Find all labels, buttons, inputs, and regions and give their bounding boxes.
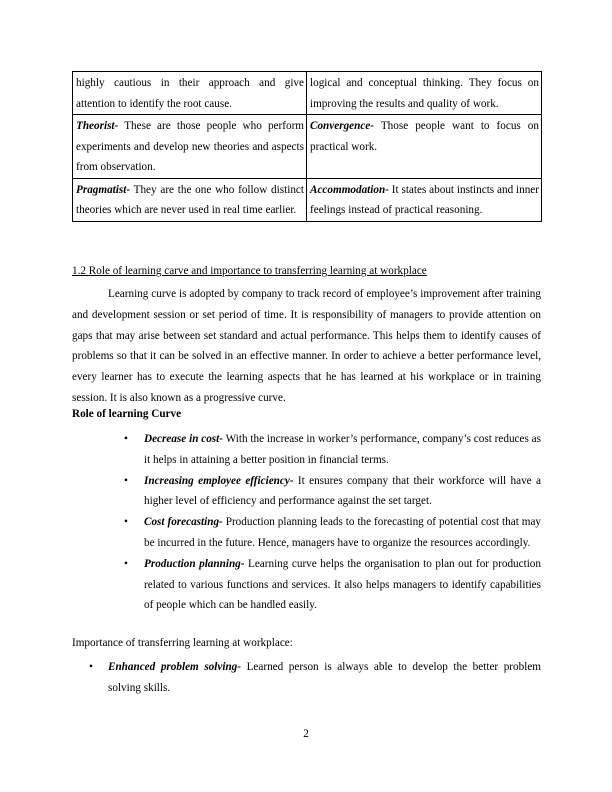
table-cell: logical and conceptual thinking. They focus on improving the results and quality of work. (307, 72, 542, 115)
list-item: • Enhanced problem solving- Learned person is always able to develop the better problem solving skills. (108, 657, 541, 699)
table-row (73, 115, 542, 179)
table-row (73, 178, 542, 221)
importance-heading: Importance of transferring learning at workplace: (72, 637, 293, 649)
bullet-icon: • (124, 474, 128, 487)
role-heading: Role of learning Curve (72, 408, 182, 420)
section-title: 1.2 Role of learning carve and importance to transferring learning at workplace (72, 265, 427, 277)
list-item: • Cost forecasting- Production planning leads to the forecasting of potential cost that may be incurred in the future. Hence, managers have to organize the resources accordingly. (144, 512, 541, 554)
table-row (73, 72, 542, 115)
list-item: • Decrease in cost- With the increase in worker’s performance, company’s cost reduces as it helps in attaining a better position in financial terms. (144, 429, 541, 471)
style-term: Convergence- (310, 120, 375, 132)
table-cell: Accommodation- It states about instincts and inner feelings instead of practical reasoning. (307, 178, 542, 221)
style-term: Pragmatist- (76, 183, 131, 196)
style-term: Theorist- (76, 120, 119, 132)
table-cell: Theorist- These are those people who perform experiments and develop new theories and aspects from observation. (73, 115, 307, 179)
bullet-icon: • (89, 661, 93, 673)
bullet-icon: • (124, 516, 128, 529)
role-list (124, 429, 542, 616)
importance-list (89, 657, 541, 699)
list-item: • Increasing employee efficiency- It ensures company that their workforce will have a higher level of efficiency and performance against the set target. (144, 471, 541, 513)
list-item: • Production planning- Learning curve helps the organisation to plan out for production related to various functions and services. It also helps managers to identify capabilities of people which can be handled easily. (144, 554, 541, 616)
page-number: 2 (303, 728, 309, 740)
bullet-icon: • (124, 557, 128, 570)
table-cell: Convergence- Those people want to focus on practical work. (307, 115, 542, 179)
table-cell: highly cautious in their approach and give attention to identify the root cause. (73, 72, 307, 115)
table-cell: Pragmatist- They are the one who follow distinct theories which are never used in real time earlier. (73, 178, 307, 221)
style-term: Accommodation- (310, 183, 389, 196)
learning-styles-table (72, 71, 542, 222)
body-paragraph: Learning curve is adopted by company to track record of employee’s improvement after training and development session or set period of time. It is responsibility of managers to provide attention on gaps that may arise between set standard and actual performance. This helps them to identify causes of problems so that it can be solved in an effective manner. In order to achieve a better performance level, every learner has to execute the learning aspects that he has learned at his workplace or in training session. It is also known as a progressive curve. (72, 288, 541, 404)
bullet-icon: • (124, 433, 128, 445)
